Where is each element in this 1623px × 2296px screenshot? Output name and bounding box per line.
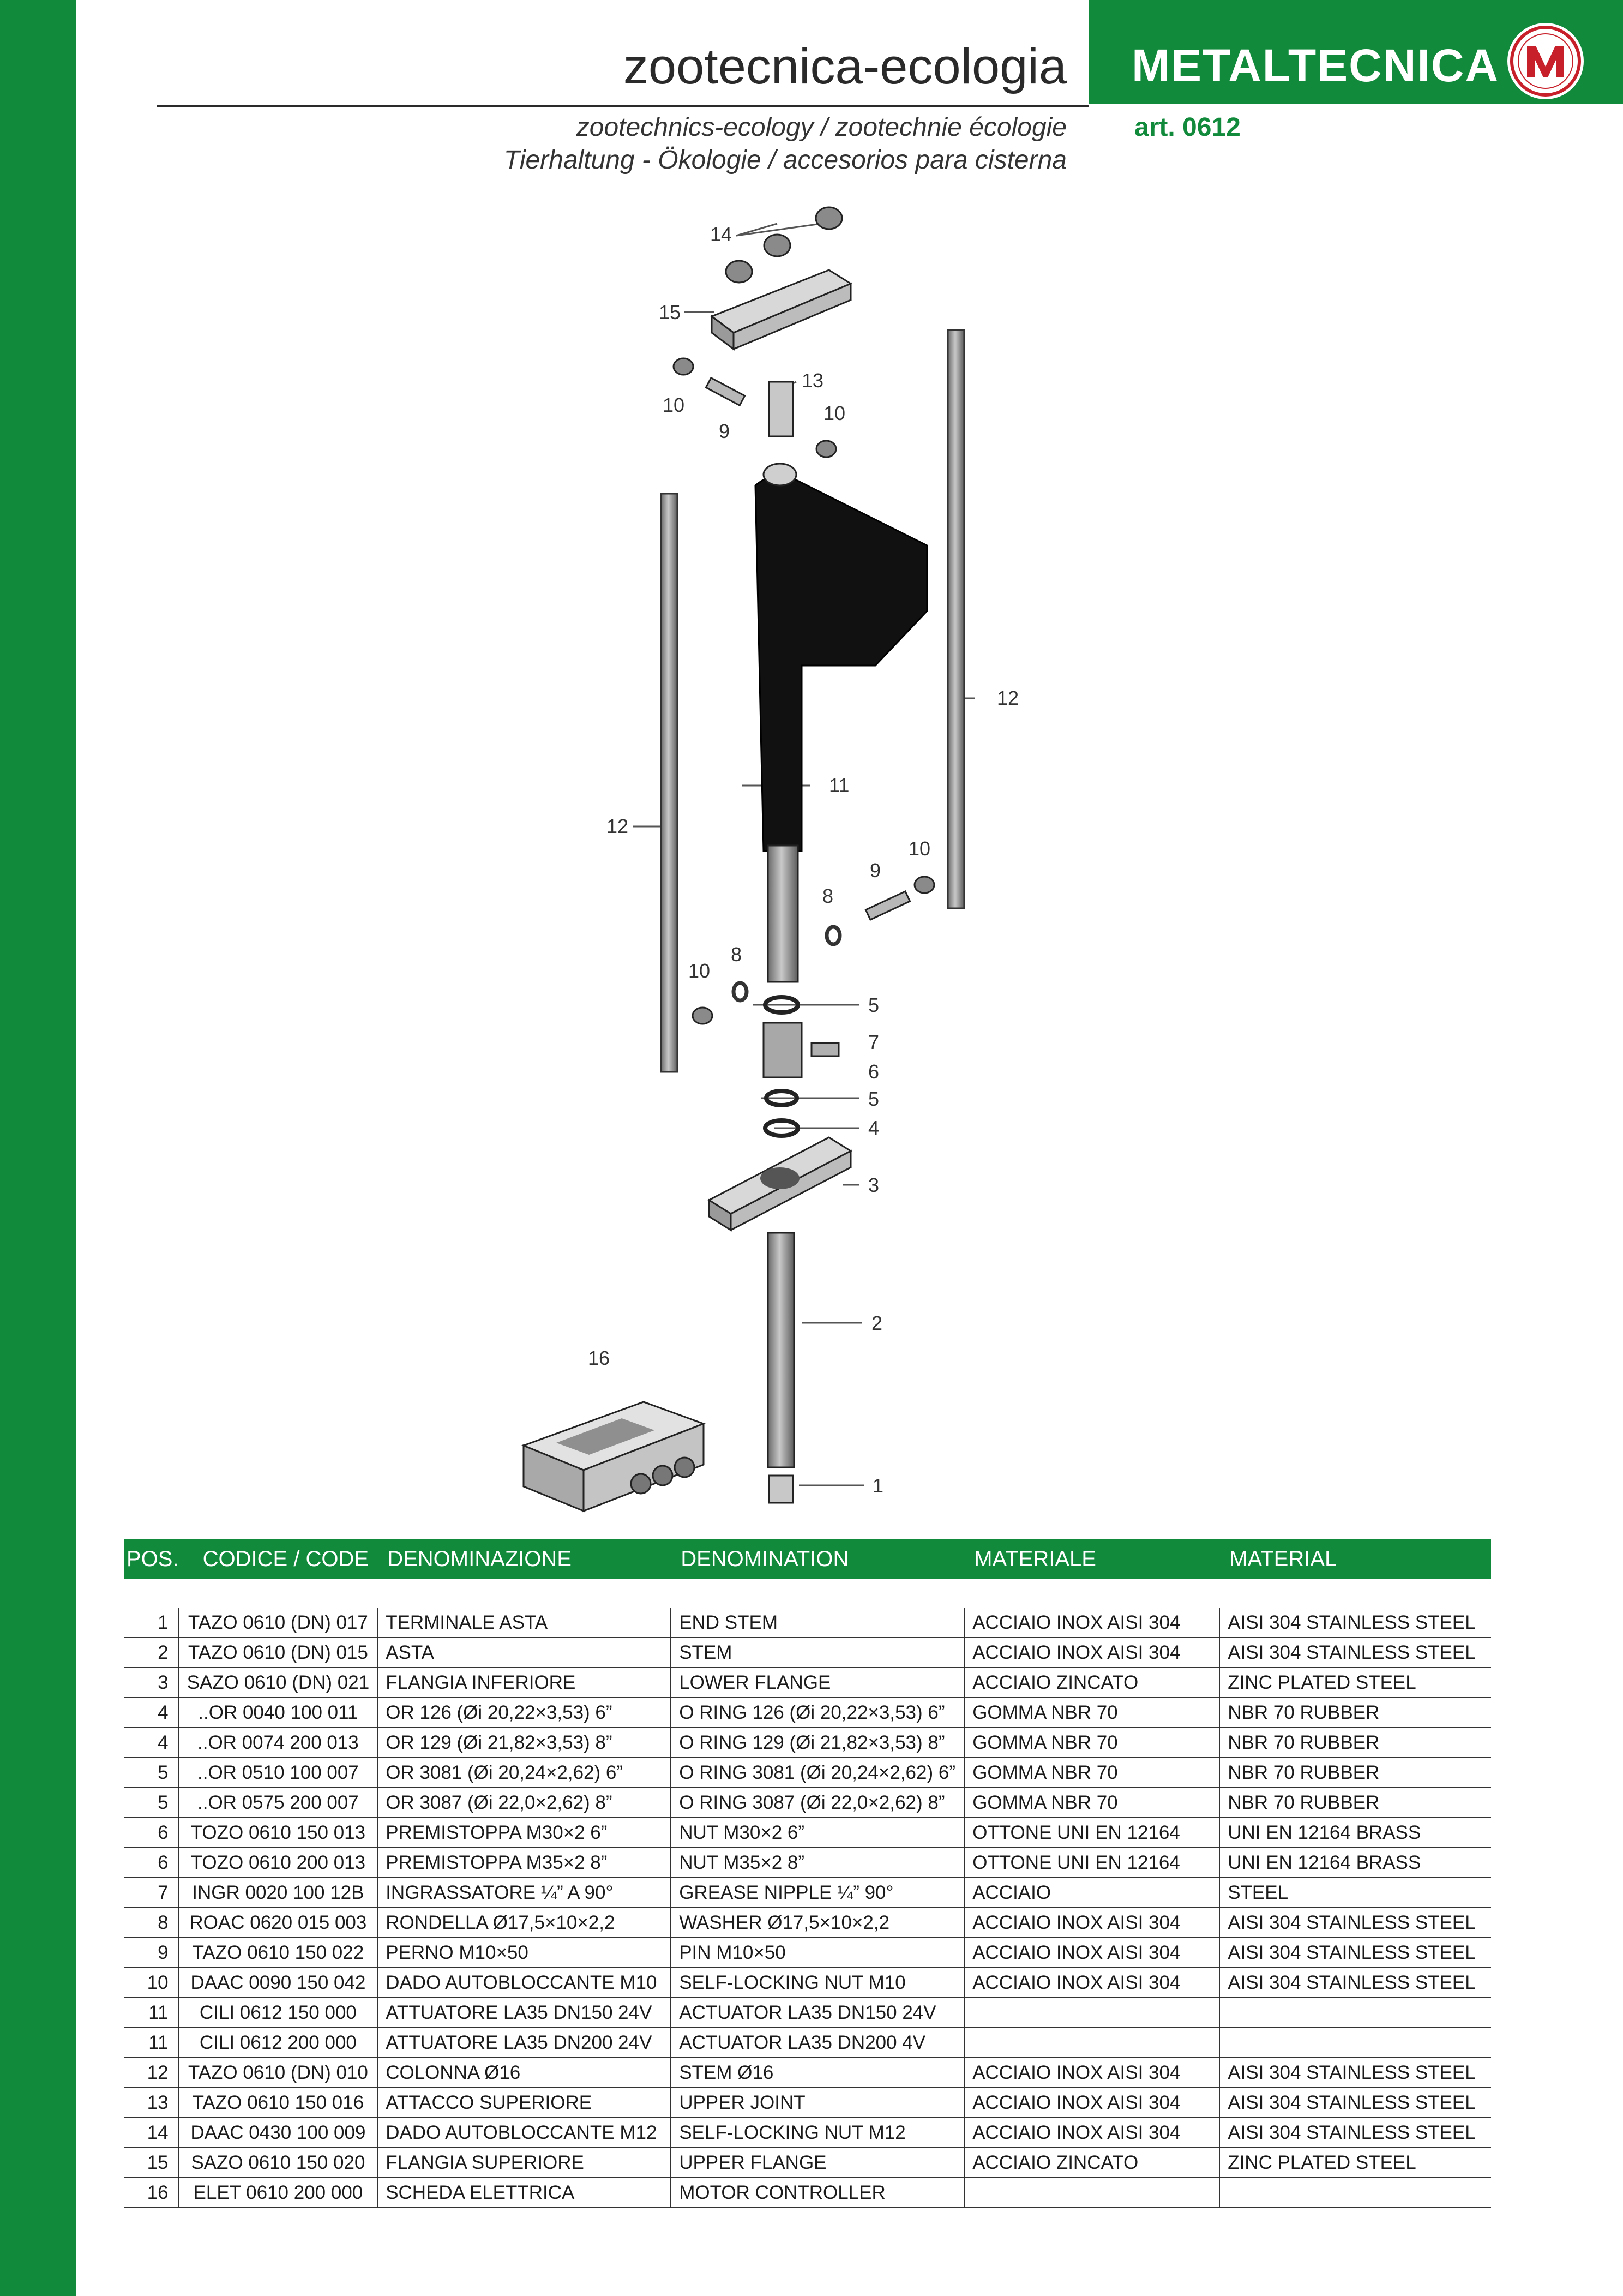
header-code: CODICE / CODE (179, 1539, 378, 1579)
cell-materiale: ACCIAIO INOX AISI 304 (964, 1938, 1219, 1968)
label-13: 13 (802, 369, 824, 392)
label-14: 14 (710, 223, 732, 245)
label-10c: 10 (909, 837, 931, 860)
cell-code: INGR 0020 100 12B (179, 1878, 378, 1908)
cell-denomination: STEM (671, 1638, 964, 1668)
cell-denomination: GREASE NIPPLE ¼” 90° (671, 1878, 964, 1908)
label-5a: 5 (868, 994, 880, 1016)
label-9a: 9 (719, 420, 730, 442)
part-washer-8a (827, 927, 840, 944)
header-denominazione: DENOMINAZIONE (377, 1539, 671, 1579)
parts-table (124, 1539, 1491, 2208)
cell-code: CILI 0612 150 000 (179, 1998, 378, 2028)
cell-pos: 3 (124, 1668, 179, 1698)
part-nut-10b (816, 441, 836, 457)
table-row (124, 1908, 1491, 1938)
cell-denomination: NUT M30×2 6” (671, 1818, 964, 1848)
cell-materiale: ACCIAIO INOX AISI 304 (964, 2088, 1219, 2118)
table-row (124, 1698, 1491, 1728)
cell-denominazione: INGRASSATORE ¼” A 90° (377, 1878, 671, 1908)
cell-code: TAZO 0610 (DN) 015 (179, 1638, 378, 1668)
cell-denomination: O RING 126 (Øi 20,22×3,53) 6” (671, 1698, 964, 1728)
cell-materiale: ACCIAIO INOX AISI 304 (964, 2118, 1219, 2148)
cell-materiale: ACCIAIO INOX AISI 304 (964, 1608, 1219, 1638)
cell-materiale (964, 2028, 1219, 2058)
table-row (124, 2118, 1491, 2148)
cell-code: SAZO 0610 (DN) 021 (179, 1668, 378, 1698)
part-column-12-left (661, 494, 677, 1072)
label-12-left: 12 (606, 815, 629, 837)
cell-denominazione: PREMISTOPPA M30×2 6” (377, 1818, 671, 1848)
cell-denominazione: ATTUATORE LA35 DN200 24V (377, 2028, 671, 2058)
cell-denominazione: ATTUATORE LA35 DN150 24V (377, 1998, 671, 2028)
part-pin-9a (706, 378, 744, 406)
part-column-12-right (948, 330, 964, 908)
label-3: 3 (868, 1174, 880, 1196)
table-row (124, 1998, 1491, 2028)
subtitle-line-1: zootechnics-ecology / zootechnie écologie (576, 113, 1067, 142)
cell-pos: 1 (124, 1608, 179, 1638)
cell-pos: 9 (124, 1938, 179, 1968)
table-row (124, 1608, 1491, 1638)
cell-code: ELET 0610 200 000 (179, 2178, 378, 2208)
cell-denomination: LOWER FLANGE (671, 1668, 964, 1698)
cell-pos: 6 (124, 1848, 179, 1878)
header-material: MATERIAL (1219, 1539, 1491, 1579)
cell-pos: 7 (124, 1878, 179, 1908)
page-title: zootecnica-ecologia (623, 39, 1067, 94)
cell-material: AISI 304 STAINLESS STEEL (1219, 1938, 1491, 1968)
cell-denomination: UPPER JOINT (671, 2088, 964, 2118)
cell-pos: 14 (124, 2118, 179, 2148)
cell-materiale: ACCIAIO INOX AISI 304 (964, 2058, 1219, 2088)
label-6: 6 (868, 1060, 880, 1083)
cell-denominazione: DADO AUTOBLOCCANTE M12 (377, 2118, 671, 2148)
cell-code: TOZO 0610 200 013 (179, 1848, 378, 1878)
table-row (124, 1968, 1491, 1998)
cell-code: SAZO 0610 150 020 (179, 2148, 378, 2178)
cell-denomination: SELF-LOCKING NUT M10 (671, 1968, 964, 1998)
cell-denomination: UPPER FLANGE (671, 2148, 964, 2178)
cell-denominazione: DADO AUTOBLOCCANTE M10 (377, 1968, 671, 1998)
cell-denomination: O RING 3087 (Øi 22,0×2,62) 8” (671, 1788, 964, 1818)
label-1: 1 (873, 1474, 884, 1497)
cell-denomination: MOTOR CONTROLLER (671, 2178, 964, 2208)
cell-material (1219, 1998, 1491, 2028)
cell-code: TAZO 0610 150 016 (179, 2088, 378, 2118)
article-number: art. 0612 (1134, 113, 1241, 142)
cell-materiale: OTTONE UNI EN 12164 (964, 1848, 1219, 1878)
cell-denominazione: FLANGIA INFERIORE (377, 1668, 671, 1698)
cell-material: AISI 304 STAINLESS STEEL (1219, 2058, 1491, 2088)
cell-denomination: ACTUATOR LA35 DN150 24V (671, 1998, 964, 2028)
cell-materiale: GOMMA NBR 70 (964, 1788, 1219, 1818)
cell-denomination: O RING 129 (Øi 21,82×3,53) 8” (671, 1728, 964, 1758)
label-9b: 9 (870, 859, 881, 882)
label-5b: 5 (868, 1088, 880, 1110)
cell-code: DAAC 0430 100 009 (179, 2118, 378, 2148)
cell-materiale: OTTONE UNI EN 12164 (964, 1818, 1219, 1848)
table-row (124, 1788, 1491, 1818)
label-15: 15 (659, 301, 681, 323)
table-row (124, 1728, 1491, 1758)
label-12-right: 12 (997, 687, 1019, 709)
cell-material: AISI 304 STAINLESS STEEL (1219, 2088, 1491, 2118)
cell-pos: 15 (124, 2148, 179, 2178)
cell-code: TAZO 0610 (DN) 017 (179, 1608, 378, 1638)
cell-pos: 2 (124, 1638, 179, 1668)
cell-pos: 4 (124, 1728, 179, 1758)
cell-material: NBR 70 RUBBER (1219, 1788, 1491, 1818)
cell-pos: 16 (124, 2178, 179, 2208)
brand-name: METALTECNICA (1132, 40, 1500, 91)
label-16: 16 (588, 1347, 610, 1369)
table-row (124, 2088, 1491, 2118)
cell-code: ..OR 0074 200 013 (179, 1728, 378, 1758)
cell-pos: 11 (124, 2028, 179, 2058)
cell-pos: 12 (124, 2058, 179, 2088)
part-controller-16 (524, 1402, 704, 1511)
cell-denominazione: OR 3087 (Øi 22,0×2,62) 8” (377, 1788, 671, 1818)
table-row (124, 2178, 1491, 2208)
part-upper-joint-13 (769, 382, 793, 436)
cell-pos: 5 (124, 1758, 179, 1788)
cell-material: NBR 70 RUBBER (1219, 1758, 1491, 1788)
cell-materiale: GOMMA NBR 70 (964, 1728, 1219, 1758)
cell-pos: 5 (124, 1788, 179, 1818)
table-row (124, 2028, 1491, 2058)
cell-code: TOZO 0610 150 013 (179, 1818, 378, 1848)
cell-code: DAAC 0090 150 042 (179, 1968, 378, 1998)
parts-table-header (124, 1539, 1491, 1579)
cell-material: ZINC PLATED STEEL (1219, 2148, 1491, 2178)
header-materiale: MATERIALE (964, 1539, 1219, 1579)
cell-materiale: ACCIAIO INOX AISI 304 (964, 1908, 1219, 1938)
label-2: 2 (871, 1312, 883, 1334)
cell-materiale (964, 2178, 1219, 2208)
label-10d: 10 (688, 960, 711, 982)
cell-materiale: GOMMA NBR 70 (964, 1758, 1219, 1788)
cell-code: TAZO 0610 150 022 (179, 1938, 378, 1968)
cell-code: ROAC 0620 015 003 (179, 1908, 378, 1938)
cell-pos: 6 (124, 1818, 179, 1848)
cell-materiale (964, 1998, 1219, 2028)
table-row (124, 1878, 1491, 1908)
cell-denominazione: COLONNA Ø16 (377, 2058, 671, 2088)
cell-denomination: END STEM (671, 1608, 964, 1638)
cell-denominazione: ASTA (377, 1638, 671, 1668)
cell-materiale: ACCIAIO INOX AISI 304 (964, 1638, 1219, 1668)
cell-denomination: ACTUATOR LA35 DN200 4V (671, 2028, 964, 2058)
cell-materiale: ACCIAIO INOX AISI 304 (964, 1968, 1219, 1998)
cell-code: ..OR 0510 100 007 (179, 1758, 378, 1788)
cell-material: AISI 304 STAINLESS STEEL (1219, 2118, 1491, 2148)
part-end-stem-1 (769, 1476, 793, 1503)
table-row (124, 1668, 1491, 1698)
cell-denominazione: OR 3081 (Øi 20,24×2,62) 6” (377, 1758, 671, 1788)
cell-material: NBR 70 RUBBER (1219, 1728, 1491, 1758)
label-8b: 8 (731, 943, 742, 966)
cell-pos: 8 (124, 1908, 179, 1938)
cell-denominazione: OR 129 (Øi 21,82×3,53) 8” (377, 1728, 671, 1758)
part-nut-10c (915, 877, 934, 893)
part-nut-10d (693, 1008, 712, 1024)
cell-denomination: SELF-LOCKING NUT M12 (671, 2118, 964, 2148)
cell-material: AISI 304 STAINLESS STEEL (1219, 1908, 1491, 1938)
cell-material: NBR 70 RUBBER (1219, 1698, 1491, 1728)
cell-denomination: STEM Ø16 (671, 2058, 964, 2088)
label-11: 11 (829, 774, 850, 796)
cell-materiale: ACCIAIO ZINCATO (964, 2148, 1219, 2178)
part-nut-10a (674, 358, 693, 375)
table-row (124, 1938, 1491, 1968)
cell-materiale: ACCIAIO ZINCATO (964, 1668, 1219, 1698)
cell-pos: 13 (124, 2088, 179, 2118)
cell-denomination: NUT M35×2 8” (671, 1848, 964, 1878)
cell-denominazione: SCHEDA ELETTRICA (377, 2178, 671, 2208)
table-row (124, 2148, 1491, 2178)
subtitle-line-2: Tierhaltung - Ökologie / accesorios para cisterna (503, 146, 1067, 175)
cell-code: ..OR 0040 100 011 (179, 1698, 378, 1728)
cell-pos: 11 (124, 1998, 179, 2028)
part-stem-2 (768, 1233, 794, 1467)
cell-material: UNI EN 12164 BRASS (1219, 1818, 1491, 1848)
cell-denomination: O RING 3081 (Øi 20,24×2,62) 6” (671, 1758, 964, 1788)
cell-code: CILI 0612 200 000 (179, 2028, 378, 2058)
table-row (124, 1818, 1491, 1848)
table-row (124, 1758, 1491, 1788)
cell-pos: 10 (124, 1968, 179, 1998)
cell-material (1219, 2028, 1491, 2058)
cell-denominazione: RONDELLA Ø17,5×10×2,2 (377, 1908, 671, 1938)
part-gland-nut-6 (764, 1023, 802, 1077)
table-row (124, 2058, 1491, 2088)
cell-material: STEEL (1219, 1878, 1491, 1908)
part-grease-nipple-7 (812, 1043, 839, 1056)
part-pin-9b (866, 891, 910, 920)
table-row (124, 1848, 1491, 1878)
cell-material: UNI EN 12164 BRASS (1219, 1848, 1491, 1878)
cell-denominazione: PERNO M10×50 (377, 1938, 671, 1968)
cell-material (1219, 2178, 1491, 2208)
header-denomination: DENOMINATION (671, 1539, 964, 1579)
cell-denominazione: FLANGIA SUPERIORE (377, 2148, 671, 2178)
cell-denominazione: ATTACCO SUPERIORE (377, 2088, 671, 2118)
header-pos: POS. (124, 1539, 179, 1579)
cell-material: AISI 304 STAINLESS STEEL (1219, 1608, 1491, 1638)
cell-code: ..OR 0575 200 007 (179, 1788, 378, 1818)
cell-code: TAZO 0610 (DN) 010 (179, 2058, 378, 2088)
cell-material: AISI 304 STAINLESS STEEL (1219, 1638, 1491, 1668)
cell-denominazione: TERMINALE ASTA (377, 1608, 671, 1638)
cell-materiale: ACCIAIO (964, 1878, 1219, 1908)
table-row (124, 1638, 1491, 1668)
cell-denomination: WASHER Ø17,5×10×2,2 (671, 1908, 964, 1938)
label-4: 4 (868, 1117, 880, 1139)
cell-denomination: PIN M10×50 (671, 1938, 964, 1968)
label-10b: 10 (823, 402, 846, 424)
label-7: 7 (868, 1031, 880, 1053)
cell-pos: 4 (124, 1698, 179, 1728)
cell-material: ZINC PLATED STEEL (1219, 1668, 1491, 1698)
cell-denominazione: PREMISTOPPA M35×2 8” (377, 1848, 671, 1878)
label-8a: 8 (822, 885, 834, 907)
cell-materiale: GOMMA NBR 70 (964, 1698, 1219, 1728)
cell-material: AISI 304 STAINLESS STEEL (1219, 1968, 1491, 1998)
label-10a: 10 (663, 394, 685, 416)
part-washer-8b (734, 983, 747, 1000)
cell-denominazione: OR 126 (Øi 20,22×3,53) 6” (377, 1698, 671, 1728)
